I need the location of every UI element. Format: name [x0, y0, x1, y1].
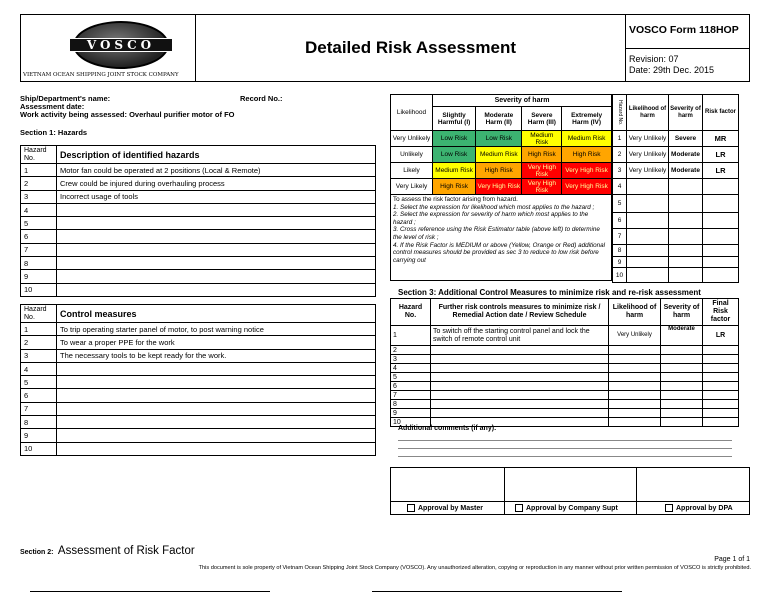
- risk-cell: Low Risk: [433, 131, 476, 147]
- likelihood-row-label: Likely: [391, 163, 433, 179]
- table-row: 3 The necessary tools to be kept ready for the work.: [21, 349, 376, 362]
- table-row: 8: [21, 257, 376, 270]
- table-row: 6: [21, 389, 376, 402]
- comment-line[interactable]: [398, 456, 732, 457]
- table-row: 2 To wear a proper PPE for the work: [21, 336, 376, 349]
- control-desc-header: Control measures: [57, 305, 376, 323]
- assessment-date-label: Assessment date:: [20, 102, 85, 111]
- risk-cell: Medium Risk: [562, 131, 612, 147]
- page-number: Page 1 of 1: [714, 556, 750, 563]
- risk-cell: High Risk: [522, 147, 562, 163]
- risk-cell: Low Risk: [476, 131, 522, 147]
- instructions: To assess the risk factor arising from hazard. 1. Select the expression for likelihood which most applies to the hazard ; 2. Select the expression for severity of harm which most applies to the hazard ; 3. Cross reference using the Risk Estimator table (above left) to determine the level of risk ; 4. If the Risk Factor is MEDIUM or above (Yellow, Orange or Red) additional control measures should be provided as sec 3 to reduce to low risk before carrying out: [391, 195, 612, 281]
- additional-comments-label: Additional comments (if any):: [398, 425, 497, 432]
- table-row: 10: [21, 442, 376, 455]
- side-severity-header: Severity of harm: [669, 95, 703, 131]
- checkbox-icon[interactable]: [665, 504, 673, 512]
- table-row: 7: [21, 243, 376, 256]
- checkbox-icon[interactable]: [407, 504, 415, 512]
- approval-master[interactable]: Approval by Master: [391, 502, 505, 515]
- table-row: 3: [391, 355, 739, 364]
- table-row: 4: [21, 362, 376, 375]
- ship-dept-label: Ship/Department's name:: [20, 94, 111, 103]
- comment-line[interactable]: [398, 448, 732, 449]
- risk-cell: High Risk: [476, 163, 522, 179]
- risk-cell: Very High Risk: [476, 179, 522, 195]
- likelihood-row-label: Very Likely: [391, 179, 433, 195]
- likelihood-row-label: Unlikely: [391, 147, 433, 163]
- table-row: 1 Motor fan could be operated at 2 positions (Local & Remote): [21, 164, 376, 177]
- record-no-label: Record No.:: [240, 94, 283, 103]
- table-row: 3 Incorrect usage of tools: [21, 190, 376, 203]
- table-row: 5: [21, 376, 376, 389]
- company-name: VIETNAM OCEAN SHIPPING JOINT STOCK COMPANY: [23, 72, 179, 78]
- page-title: Detailed Risk Assessment: [196, 15, 626, 81]
- table-row: 8: [391, 400, 739, 409]
- risk-cell: Very High Risk: [522, 179, 562, 195]
- table-row: 6: [391, 382, 739, 391]
- table-row: 9: [391, 409, 739, 418]
- risk-cell: High Risk: [433, 179, 476, 195]
- table-row: 6: [21, 230, 376, 243]
- section3-table: [390, 298, 739, 427]
- table-row: 7: [391, 391, 739, 400]
- revision: Revision: 07: [629, 54, 679, 64]
- work-activity: Work activity being assessed: Overhaul purifier motor of FO: [20, 110, 235, 119]
- table-row: 7: [21, 402, 376, 415]
- hazard-no-header: Hazard No.: [21, 146, 57, 164]
- likelihood-header: Likelihood: [391, 95, 433, 131]
- table-row: 10: [21, 283, 376, 296]
- form-header: [20, 14, 750, 82]
- table-row: 2: [391, 346, 739, 355]
- comment-line[interactable]: [398, 440, 732, 441]
- s3-severity-header: Severity of harm: [661, 299, 703, 326]
- form-number: VOSCO Form 118HOP: [626, 15, 750, 49]
- risk-matrix: [390, 94, 612, 281]
- copyright-notice: This document is sole property of Vietnam Ocean Shipping Joint Stock Company (VOSCO). Any unauthorized alteration, copying or reproduction in any manner without prior written permission of VOSCO is strictly prohibited.: [198, 565, 751, 571]
- risk-cell: Very High Risk: [562, 163, 612, 179]
- approvals-table: [390, 467, 750, 515]
- severity-col: Severe Harm (III): [522, 107, 562, 131]
- severity-title: Severity of harm: [433, 95, 612, 107]
- s3-no-header: Hazard No.: [391, 299, 431, 326]
- s3-risk-header: Final Risk factor: [703, 299, 739, 326]
- table-row: 1 To trip operating starter panel of motor, to post warning notice: [21, 323, 376, 336]
- table-row: 5: [21, 217, 376, 230]
- revision-date: Date: 29th Dec. 2015: [629, 65, 715, 75]
- risk-cell: Very High Risk: [522, 163, 562, 179]
- side-no-header: Hazard No.: [613, 95, 627, 131]
- s3-measures-header: Further risk controls measures to minimize risk / Remedial Action date / Review Schedule: [431, 299, 609, 326]
- severity-col: Extremely Harm (IV): [562, 107, 612, 131]
- checkbox-icon[interactable]: [515, 504, 523, 512]
- footer-rule: [30, 591, 270, 592]
- risk-cell: High Risk: [562, 147, 612, 163]
- severity-col: Moderate Harm (II): [476, 107, 522, 131]
- risk-cell: Medium Risk: [522, 131, 562, 147]
- logo-text: VOSCO: [69, 38, 173, 52]
- logo-cell: [21, 15, 196, 81]
- table-row: 4: [391, 364, 739, 373]
- hazard-desc-header: Description of identified hazards: [57, 146, 376, 164]
- hazards-table: [20, 145, 376, 297]
- table-row: 9: [21, 270, 376, 283]
- likelihood-row-label: Very Unlikely: [391, 131, 433, 147]
- table-row: 8: [21, 416, 376, 429]
- table-row: 1 To switch off the starting control panel and lock the switch of remote control unit Very Unlikely Moderate LR: [391, 326, 739, 346]
- footer-rule: [372, 591, 622, 592]
- section3-title: Section 3: Additional Control Measures to minimize risk and re-risk assessment: [398, 288, 701, 297]
- table-row: 2 Crew could be injured during overhauling process: [21, 177, 376, 190]
- risk-cell: Low Risk: [433, 147, 476, 163]
- controls-table: [20, 304, 376, 456]
- approval-dpa[interactable]: Approval by DPA: [637, 502, 750, 515]
- table-row: 5: [391, 373, 739, 382]
- table-row: 9: [21, 429, 376, 442]
- form-info: [626, 15, 750, 81]
- table-row: 4: [21, 203, 376, 216]
- section2-heading: Section 2: Assessment of Risk Factor: [20, 545, 195, 557]
- risk-cell: Medium Risk: [433, 163, 476, 179]
- s3-likelihood-header: Likelihood of harm: [609, 299, 661, 326]
- risk-factor-table: Hazard No. Likelihood of harm Severity of harm Risk factor 1 Very Unlikely Severe MR 2 Very Unlikely Moderate LR 3 Very Unlikely Moderate LR 4 5 6 7 8 9 10: [612, 94, 739, 283]
- control-no-header: Hazard No.: [21, 305, 57, 323]
- side-risk-header: Risk factor: [703, 95, 739, 131]
- section1-title: Section 1: Hazards: [20, 128, 88, 137]
- severity-col: Slightly Harmful (I): [433, 107, 476, 131]
- risk-cell: Medium Risk: [476, 147, 522, 163]
- table-row: 10: [391, 418, 739, 427]
- risk-cell: Very High Risk: [562, 179, 612, 195]
- approval-supt[interactable]: Approval by Company Supt: [505, 502, 637, 515]
- side-likelihood-header: Likelihood of harm: [627, 95, 669, 131]
